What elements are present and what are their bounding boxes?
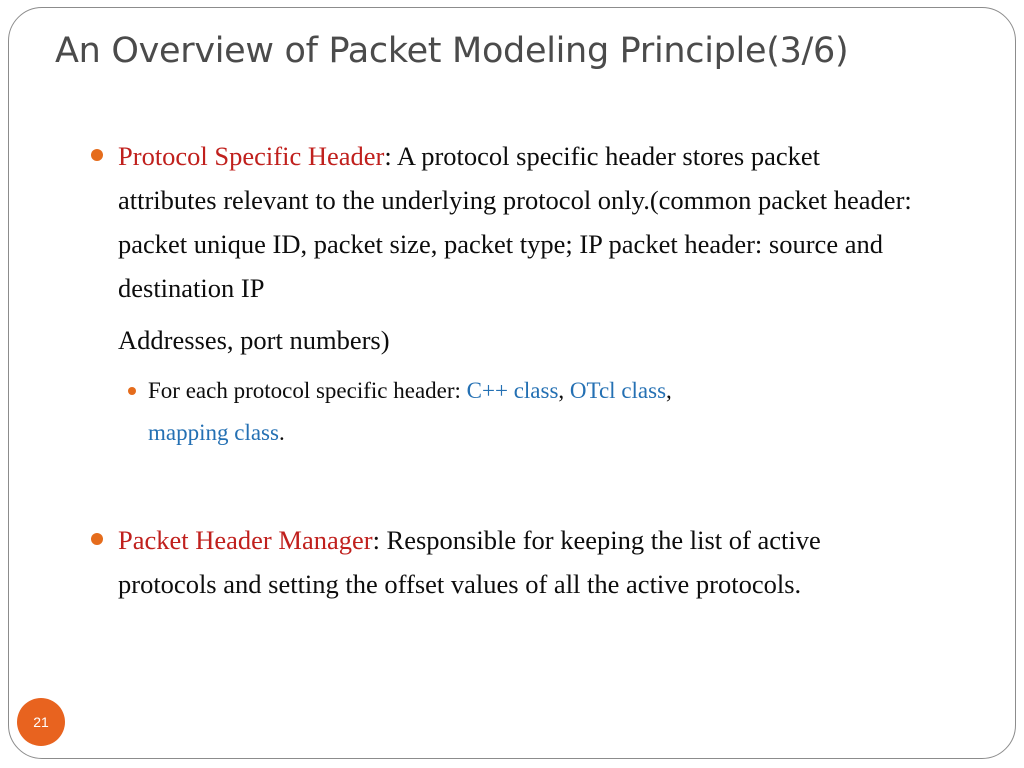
sub-bullet-dot-icon bbox=[128, 387, 136, 395]
bullet-text: : Responsible for keeping the list of active protocols and setting the offset values of all the active protocols. bbox=[118, 525, 821, 599]
bullet-text: : A protocol specific header stores packet attributes relevant to the underlying protocol only.(common packet header: packet unique ID, packet size, packet type; IP packet header: source and destination IP bbox=[118, 141, 912, 303]
sub-bullet-suffix: . bbox=[278, 420, 285, 445]
term-mapping-class: mapping class bbox=[148, 420, 279, 445]
bullet-dot-icon bbox=[91, 533, 103, 545]
sub-bullet-classes bbox=[148, 370, 918, 454]
term-cpp-class: C++ class bbox=[466, 378, 559, 403]
bullet-text-continued: Addresses, port numbers) bbox=[118, 325, 390, 355]
sub-bullet-prefix: For each protocol specific header: bbox=[148, 378, 467, 403]
bullet-packet-header-manager bbox=[118, 518, 918, 606]
separator: , bbox=[666, 378, 672, 403]
page-number-badge: 21 bbox=[17, 698, 65, 746]
term-protocol-specific-header: Protocol Specific Header bbox=[118, 141, 385, 171]
bullet-protocol-specific-header bbox=[118, 134, 918, 362]
term-otcl-class: OTcl class bbox=[569, 378, 667, 403]
slide-body bbox=[118, 134, 918, 606]
term-packet-header-manager: Packet Header Manager bbox=[118, 525, 373, 555]
separator: , bbox=[558, 378, 570, 403]
bullet-dot-icon bbox=[91, 149, 103, 161]
slide-title: An Overview of Packet Modeling Principle(3/6) bbox=[55, 31, 849, 71]
line-gap bbox=[118, 310, 918, 318]
